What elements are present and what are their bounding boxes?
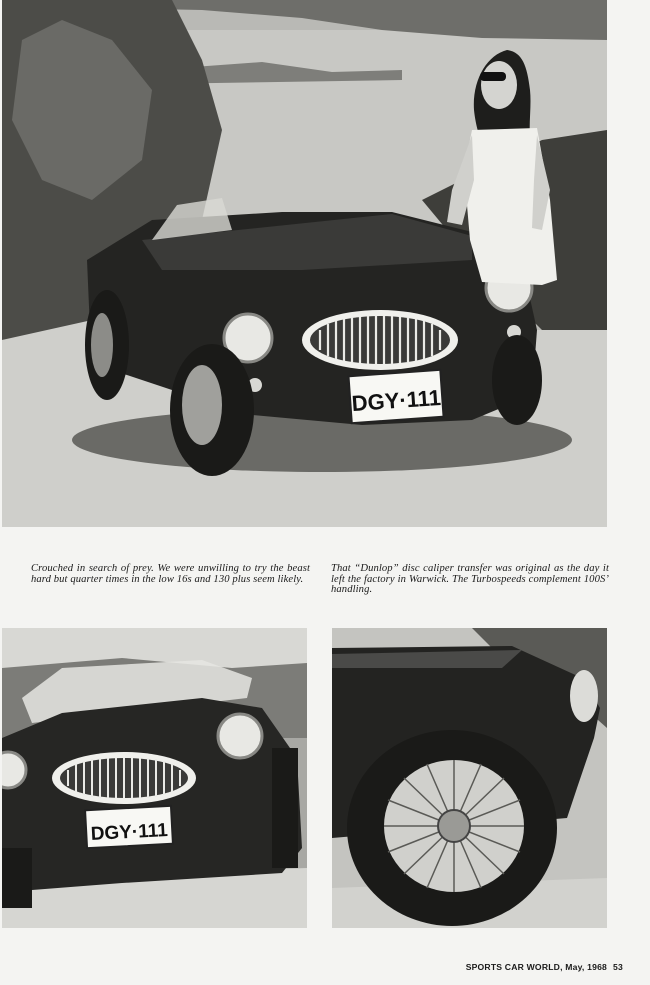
caption-right: That “Dunlop” disc caliper transfer was original as the day it left the factory in Warwick. The Turbospeeds complement 100S’ handling.	[331, 563, 609, 595]
publication-line: SPORTS CAR WORLD, May, 1968	[465, 962, 608, 972]
photo-car-front	[2, 628, 307, 928]
photo-br-svg	[332, 628, 607, 928]
photo-top-svg	[2, 0, 607, 527]
photo-wire-wheel	[332, 628, 607, 928]
number-plate-top: DGY·111	[350, 384, 442, 417]
page-number: 53	[613, 962, 623, 972]
page-footer	[466, 962, 623, 972]
photo-bl-svg	[2, 628, 307, 928]
caption-left: Crouched in search of prey. We were unwilling to try the beast hard but quarter times in the low 16s and 130 plus seem likely.	[31, 563, 310, 585]
number-plate-bottom: DGY·111	[90, 819, 169, 845]
photo-car-with-woman	[2, 0, 607, 527]
